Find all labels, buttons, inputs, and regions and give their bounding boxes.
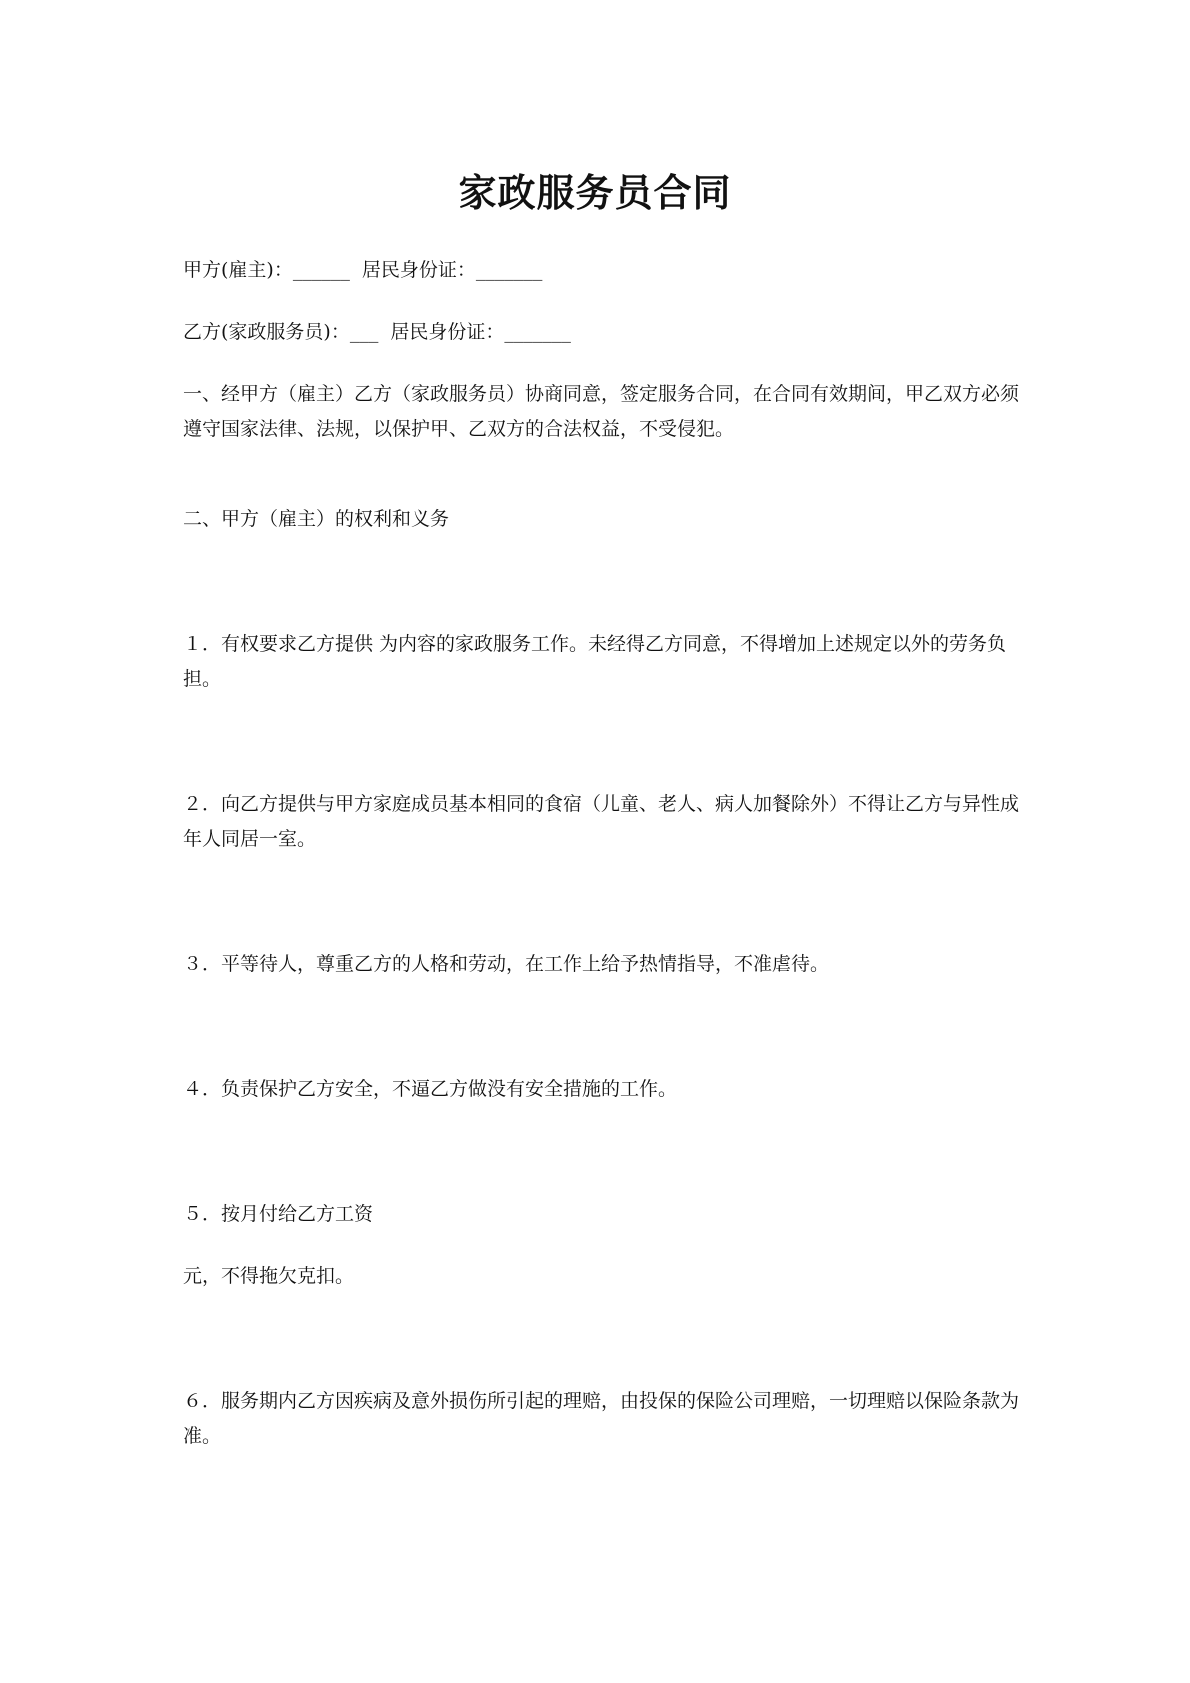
document-title: 家政服务员合同 (458, 171, 732, 215)
clause-1-paragraph: 一、经甲方（雇主）乙方（家政服务员）协商同意，签定服务合同，在合同有效期间，甲乙双方必须遵守国家法律、法规，以保护甲、乙双方的合法权益，不受侵犯。 (183, 383, 1020, 440)
item-5-continuation: 元，不得拖欠克扣。 (183, 1265, 355, 1287)
item-3-paragraph: ３．平等待人，尊重乙方的人格和劳动，在工作上给予热情指导，不准虐待。 (183, 953, 830, 975)
item-5-paragraph: ５．按月付给乙方工资 (183, 1203, 374, 1225)
item-6-paragraph: ６．服务期内乙方因疾病及意外损伤所引起的理赔，由投保的保险公司理赔，一切理赔以保险条款为准。 (183, 1390, 1020, 1447)
section-2-heading: 二、甲方（雇主）的权利和义务 (183, 508, 450, 530)
item-4-paragraph: ４．负责保护乙方安全，不逼乙方做没有安全措施的工作。 (183, 1078, 678, 1100)
party-a-line: 甲方(雇主)：______ 居民身份证：_______ (183, 259, 543, 281)
party-b-line: 乙方(家政服务员)：___ 居民身份证：_______ (183, 321, 571, 343)
item-2-paragraph: ２．向乙方提供与甲方家庭成员基本相同的食宿（儿童、老人、病人加餐除外）不得让乙方与异性成年人同居一室。 (183, 793, 1020, 850)
item-1-paragraph: １．有权要求乙方提供 为内容的家政服务工作。未经得乙方同意，不得增加上述规定以外的劳务负担。 (183, 633, 1007, 690)
